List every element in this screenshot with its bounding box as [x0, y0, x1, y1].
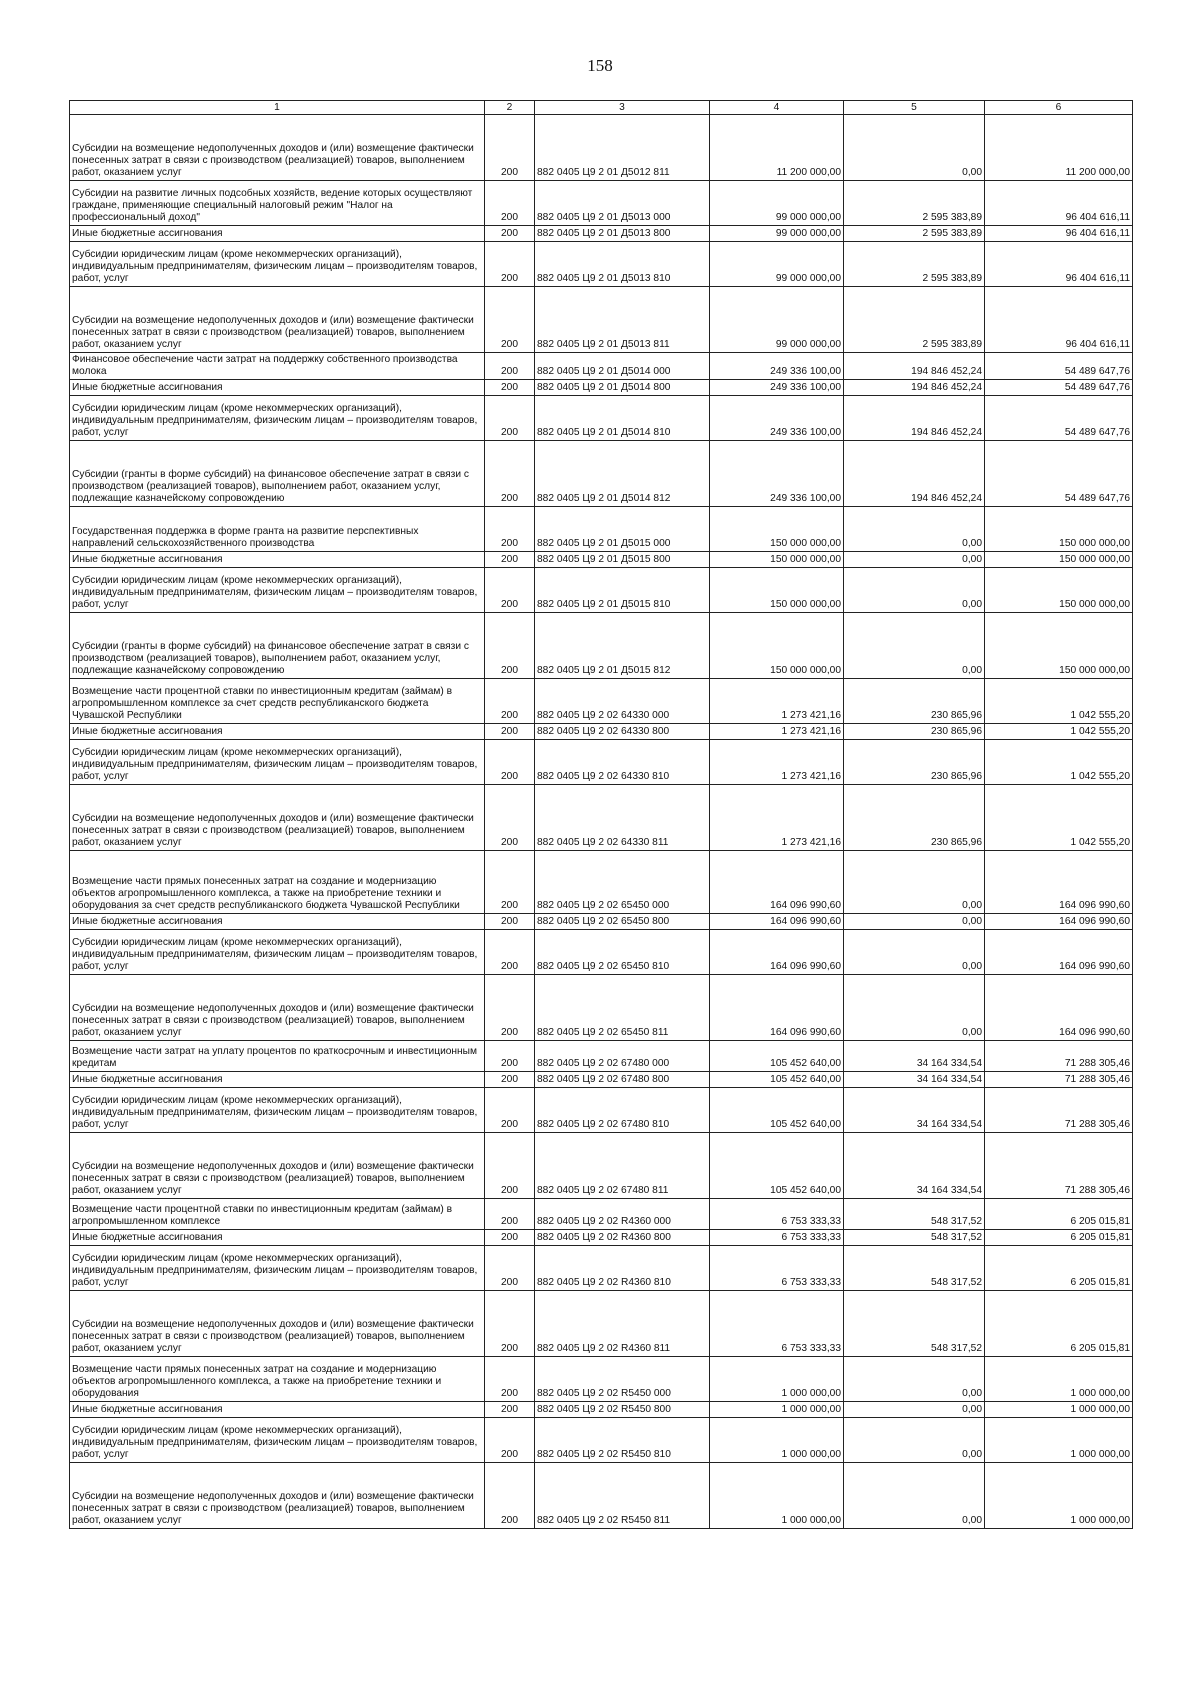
- column-header-2: 2: [485, 101, 535, 115]
- header-row: [70, 101, 1133, 115]
- row-column-2: 200: [485, 115, 535, 181]
- row-name: Иные бюджетные ассигнования: [70, 1229, 485, 1245]
- row-column-2: 200: [485, 1245, 535, 1290]
- row-value-6: 1 042 555,20: [985, 723, 1133, 739]
- row-value-4: 164 096 990,60: [710, 974, 844, 1040]
- row-column-2: 200: [485, 1356, 535, 1401]
- page-number: 158: [587, 56, 613, 75]
- row-value-5: 2 595 383,89: [844, 181, 985, 226]
- row-name: Иные бюджетные ассигнования: [70, 551, 485, 567]
- row-column-2: 200: [485, 379, 535, 395]
- row-value-6: 6 205 015,81: [985, 1229, 1133, 1245]
- row-budget-code: 882 0405 Ц9 2 01 Д5015 810: [535, 567, 710, 612]
- row-value-4: 99 000 000,00: [710, 181, 844, 226]
- row-value-4: 99 000 000,00: [710, 226, 844, 242]
- table-row: [70, 1087, 1133, 1132]
- row-value-6: 150 000 000,00: [985, 567, 1133, 612]
- row-budget-code: 882 0405 Ц9 2 02 R4360 810: [535, 1245, 710, 1290]
- row-value-6: 150 000 000,00: [985, 612, 1133, 678]
- row-value-4: 105 452 640,00: [710, 1087, 844, 1132]
- row-value-6: 6 205 015,81: [985, 1290, 1133, 1356]
- row-budget-code: 882 0405 Ц9 2 02 67480 810: [535, 1087, 710, 1132]
- row-name: Субсидии на возмещение недополученных доходов и (или) возмещение фактически понесенных затрат в связи с производством (реализацией) товаров, выполнением работ, оказанием услуг: [70, 974, 485, 1040]
- row-value-5: 0,00: [844, 1417, 985, 1462]
- row-value-5: 0,00: [844, 1356, 985, 1401]
- row-budget-code: 882 0405 Ц9 2 01 Д5015 812: [535, 612, 710, 678]
- row-name: Субсидии на возмещение недополученных доходов и (или) возмещение фактически понесенных затрат в связи с производством (реализацией) товаров, выполнением работ, оказанием услуг: [70, 1462, 485, 1528]
- row-column-2: 200: [485, 1462, 535, 1528]
- row-column-2: 200: [485, 1229, 535, 1245]
- row-budget-code: 882 0405 Ц9 2 02 R5450 810: [535, 1417, 710, 1462]
- row-budget-code: 882 0405 Ц9 2 02 65450 800: [535, 913, 710, 929]
- row-value-6: 54 489 647,76: [985, 440, 1133, 506]
- row-name: Субсидии на возмещение недополученных доходов и (или) возмещение фактически понесенных затрат в связи с производством (реализацией) товаров, выполнением работ, оказанием услуг: [70, 115, 485, 181]
- row-budget-code: 882 0405 Ц9 2 02 R5450 800: [535, 1401, 710, 1417]
- row-value-5: 194 846 452,24: [844, 379, 985, 395]
- row-name: Субсидии на возмещение недополученных доходов и (или) возмещение фактически понесенных затрат в связи с производством (реализацией) товаров, выполнением работ, оказанием услуг: [70, 1132, 485, 1198]
- column-header-4: 4: [710, 101, 844, 115]
- row-value-5: 0,00: [844, 551, 985, 567]
- row-value-5: 0,00: [844, 1401, 985, 1417]
- row-value-6: 1 000 000,00: [985, 1462, 1133, 1528]
- row-name: Субсидии юридическим лицам (кроме некоммерческих организаций), индивидуальным предпринимателям, физическим лицам – производителям товаров, работ, услуг: [70, 739, 485, 784]
- row-value-5: 0,00: [844, 506, 985, 551]
- table-row: [70, 567, 1133, 612]
- table-row: [70, 850, 1133, 913]
- row-value-6: 71 288 305,46: [985, 1132, 1133, 1198]
- row-value-6: 1 000 000,00: [985, 1417, 1133, 1462]
- column-header-6: 6: [985, 101, 1133, 115]
- row-value-5: 2 595 383,89: [844, 226, 985, 242]
- row-budget-code: 882 0405 Ц9 2 01 Д5014 000: [535, 353, 710, 380]
- row-value-5: 34 164 334,54: [844, 1087, 985, 1132]
- row-value-4: 249 336 100,00: [710, 353, 844, 380]
- table-row: [70, 1290, 1133, 1356]
- row-column-2: 200: [485, 1417, 535, 1462]
- column-header-3: 3: [535, 101, 710, 115]
- row-name: Возмещение части процентной ставки по инвестиционным кредитам (займам) в агропромышленном комплексе: [70, 1198, 485, 1229]
- row-value-6: 96 404 616,11: [985, 181, 1133, 226]
- row-value-6: 6 205 015,81: [985, 1198, 1133, 1229]
- table-row: [70, 913, 1133, 929]
- row-value-6: 71 288 305,46: [985, 1087, 1133, 1132]
- row-value-6: 96 404 616,11: [985, 242, 1133, 287]
- row-value-4: 1 273 421,16: [710, 739, 844, 784]
- row-name: Возмещение части процентной ставки по инвестиционным кредитам (займам) в агропромышленном комплексе за счет средств республиканского бюджета Чувашской Республики: [70, 678, 485, 723]
- row-column-2: 200: [485, 784, 535, 850]
- row-value-6: 1 000 000,00: [985, 1401, 1133, 1417]
- row-value-4: 150 000 000,00: [710, 551, 844, 567]
- row-value-6: 150 000 000,00: [985, 551, 1133, 567]
- row-budget-code: 882 0405 Ц9 2 02 67480 811: [535, 1132, 710, 1198]
- row-value-5: 548 317,52: [844, 1290, 985, 1356]
- row-value-5: 0,00: [844, 115, 985, 181]
- table-row: [70, 1356, 1133, 1401]
- row-value-5: 548 317,52: [844, 1198, 985, 1229]
- row-budget-code: 882 0405 Ц9 2 02 R5450 811: [535, 1462, 710, 1528]
- row-value-6: 96 404 616,11: [985, 226, 1133, 242]
- row-value-5: 548 317,52: [844, 1229, 985, 1245]
- budget-table: [69, 100, 1133, 1529]
- table-row: [70, 723, 1133, 739]
- table-row: [70, 1245, 1133, 1290]
- row-column-2: 200: [485, 353, 535, 380]
- row-budget-code: 882 0405 Ц9 2 02 64330 000: [535, 678, 710, 723]
- row-budget-code: 882 0405 Ц9 2 02 65450 000: [535, 850, 710, 913]
- table-row: [70, 678, 1133, 723]
- table-row: [70, 1401, 1133, 1417]
- row-budget-code: 882 0405 Ц9 2 02 65450 811: [535, 974, 710, 1040]
- row-name: Финансовое обеспечение части затрат на поддержку собственного производства молока: [70, 353, 485, 380]
- row-name: Субсидии (гранты в форме субсидий) на финансовое обеспечение затрат в связи с производством (реализацией товаров), выполнением работ, оказанием услуг, подлежащие казначейскому сопровождению: [70, 440, 485, 506]
- row-value-4: 105 452 640,00: [710, 1132, 844, 1198]
- row-name: Иные бюджетные ассигнования: [70, 1071, 485, 1087]
- table-row: [70, 1198, 1133, 1229]
- row-value-6: 1 042 555,20: [985, 739, 1133, 784]
- row-name: Субсидии юридическим лицам (кроме некоммерческих организаций), индивидуальным предпринимателям, физическим лицам – производителям товаров, работ, услуг: [70, 1087, 485, 1132]
- row-value-5: 194 846 452,24: [844, 353, 985, 380]
- row-value-6: 11 200 000,00: [985, 115, 1133, 181]
- table-row: [70, 506, 1133, 551]
- row-column-2: 200: [485, 1087, 535, 1132]
- row-value-6: 54 489 647,76: [985, 353, 1133, 380]
- row-value-5: 230 865,96: [844, 739, 985, 784]
- table-row: [70, 379, 1133, 395]
- row-column-2: 200: [485, 1040, 535, 1071]
- row-column-2: 200: [485, 287, 535, 353]
- row-value-5: 194 846 452,24: [844, 395, 985, 440]
- row-name: Субсидии юридическим лицам (кроме некоммерческих организаций), индивидуальным предпринимателям, физическим лицам – производителям товаров, работ, услуг: [70, 395, 485, 440]
- row-name: Возмещение части прямых понесенных затрат на создание и модернизацию объектов агропромышленного комплекса, а также на приобретение техники и оборудования: [70, 1356, 485, 1401]
- row-budget-code: 882 0405 Ц9 2 01 Д5012 811: [535, 115, 710, 181]
- table-row: [70, 287, 1133, 353]
- row-name: Иные бюджетные ассигнования: [70, 226, 485, 242]
- row-name: Государственная поддержка в форме гранта на развитие перспективных направлений сельскохозяйственного производства: [70, 506, 485, 551]
- row-value-5: 0,00: [844, 850, 985, 913]
- row-value-4: 1 000 000,00: [710, 1401, 844, 1417]
- row-budget-code: 882 0405 Ц9 2 02 R4360 000: [535, 1198, 710, 1229]
- row-budget-code: 882 0405 Ц9 2 01 Д5013 000: [535, 181, 710, 226]
- row-budget-code: 882 0405 Ц9 2 01 Д5014 812: [535, 440, 710, 506]
- row-column-2: 200: [485, 506, 535, 551]
- row-column-2: 200: [485, 551, 535, 567]
- row-value-4: 1 000 000,00: [710, 1356, 844, 1401]
- row-value-5: 0,00: [844, 1462, 985, 1528]
- row-budget-code: 882 0405 Ц9 2 02 64330 811: [535, 784, 710, 850]
- table-row: [70, 115, 1133, 181]
- row-value-4: 11 200 000,00: [710, 115, 844, 181]
- row-value-4: 105 452 640,00: [710, 1040, 844, 1071]
- row-column-2: 200: [485, 1290, 535, 1356]
- row-value-6: 71 288 305,46: [985, 1040, 1133, 1071]
- row-value-4: 6 753 333,33: [710, 1198, 844, 1229]
- row-column-2: 200: [485, 181, 535, 226]
- table-row: [70, 1229, 1133, 1245]
- row-name: Субсидии на возмещение недополученных доходов и (или) возмещение фактически понесенных затрат в связи с производством (реализацией) товаров, выполнением работ, оказанием услуг: [70, 1290, 485, 1356]
- table-row: [70, 242, 1133, 287]
- table-row: [70, 440, 1133, 506]
- row-value-4: 249 336 100,00: [710, 379, 844, 395]
- row-column-2: 200: [485, 850, 535, 913]
- row-value-5: 0,00: [844, 974, 985, 1040]
- table-row: [70, 226, 1133, 242]
- row-budget-code: 882 0405 Ц9 2 01 Д5014 810: [535, 395, 710, 440]
- row-value-6: 54 489 647,76: [985, 395, 1133, 440]
- row-value-4: 164 096 990,60: [710, 850, 844, 913]
- row-column-2: 200: [485, 1401, 535, 1417]
- row-budget-code: 882 0405 Ц9 2 02 R4360 811: [535, 1290, 710, 1356]
- table-row: [70, 929, 1133, 974]
- row-column-2: 200: [485, 974, 535, 1040]
- row-budget-code: 882 0405 Ц9 2 02 67480 000: [535, 1040, 710, 1071]
- table-row: [70, 784, 1133, 850]
- row-budget-code: 882 0405 Ц9 2 02 65450 810: [535, 929, 710, 974]
- row-name: Иные бюджетные ассигнования: [70, 723, 485, 739]
- row-column-2: 200: [485, 1198, 535, 1229]
- row-budget-code: 882 0405 Ц9 2 02 64330 800: [535, 723, 710, 739]
- row-value-4: 1 273 421,16: [710, 784, 844, 850]
- row-value-4: 1 000 000,00: [710, 1417, 844, 1462]
- row-value-5: 34 164 334,54: [844, 1071, 985, 1087]
- row-value-6: 150 000 000,00: [985, 506, 1133, 551]
- row-value-6: 6 205 015,81: [985, 1245, 1133, 1290]
- table-row: [70, 612, 1133, 678]
- row-value-6: 164 096 990,60: [985, 929, 1133, 974]
- row-budget-code: 882 0405 Ц9 2 01 Д5015 800: [535, 551, 710, 567]
- row-column-2: 200: [485, 395, 535, 440]
- row-value-4: 150 000 000,00: [710, 506, 844, 551]
- row-name: Субсидии юридическим лицам (кроме некоммерческих организаций), индивидуальным предпринимателям, физическим лицам – производителям товаров, работ, услуг: [70, 1417, 485, 1462]
- row-name: Иные бюджетные ассигнования: [70, 1401, 485, 1417]
- table-row: [70, 353, 1133, 380]
- row-value-4: 105 452 640,00: [710, 1071, 844, 1087]
- row-budget-code: 882 0405 Ц9 2 01 Д5014 800: [535, 379, 710, 395]
- row-value-5: 230 865,96: [844, 678, 985, 723]
- row-name: Возмещение части прямых понесенных затрат на создание и модернизацию объектов агропромышленного комплекса, а также на приобретение техники и оборудования за счет средств республиканского бюджета Чувашской Республики: [70, 850, 485, 913]
- row-value-5: 2 595 383,89: [844, 242, 985, 287]
- row-value-4: 249 336 100,00: [710, 395, 844, 440]
- row-value-4: 164 096 990,60: [710, 913, 844, 929]
- row-value-4: 6 753 333,33: [710, 1229, 844, 1245]
- row-value-4: 1 273 421,16: [710, 723, 844, 739]
- table-row: [70, 1462, 1133, 1528]
- row-name: Субсидии юридическим лицам (кроме некоммерческих организаций), индивидуальным предпринимателям, физическим лицам – производителям товаров, работ, услуг: [70, 242, 485, 287]
- column-header-1: 1: [70, 101, 485, 115]
- row-value-6: 71 288 305,46: [985, 1071, 1133, 1087]
- table-row: [70, 1040, 1133, 1071]
- row-column-2: 200: [485, 723, 535, 739]
- row-value-6: 164 096 990,60: [985, 850, 1133, 913]
- row-value-5: 0,00: [844, 929, 985, 974]
- row-value-5: 230 865,96: [844, 784, 985, 850]
- row-value-6: 1 000 000,00: [985, 1356, 1133, 1401]
- row-value-4: 1 273 421,16: [710, 678, 844, 723]
- row-value-5: 194 846 452,24: [844, 440, 985, 506]
- row-value-5: 230 865,96: [844, 723, 985, 739]
- row-column-2: 200: [485, 678, 535, 723]
- row-value-6: 96 404 616,11: [985, 287, 1133, 353]
- row-budget-code: 882 0405 Ц9 2 02 67480 800: [535, 1071, 710, 1087]
- row-value-4: 249 336 100,00: [710, 440, 844, 506]
- row-column-2: 200: [485, 440, 535, 506]
- row-name: Субсидии на развитие личных подсобных хозяйств, ведение которых осуществляют граждане, применяющие специальный налоговый режим "Налог на профессиональный доход": [70, 181, 485, 226]
- row-column-2: 200: [485, 567, 535, 612]
- row-value-4: 1 000 000,00: [710, 1462, 844, 1528]
- row-name: Субсидии (гранты в форме субсидий) на финансовое обеспечение затрат в связи с производством (реализацией товаров), выполнением работ, оказанием услуг, подлежащие казначейскому сопровождению: [70, 612, 485, 678]
- row-value-5: 0,00: [844, 913, 985, 929]
- row-name: Субсидии юридическим лицам (кроме некоммерческих организаций), индивидуальным предпринимателям, физическим лицам – производителям товаров, работ, услуг: [70, 929, 485, 974]
- row-name: Иные бюджетные ассигнования: [70, 913, 485, 929]
- row-name: Субсидии юридическим лицам (кроме некоммерческих организаций), индивидуальным предпринимателям, физическим лицам – производителям товаров, работ, услуг: [70, 1245, 485, 1290]
- row-value-5: 548 317,52: [844, 1245, 985, 1290]
- row-column-2: 200: [485, 1132, 535, 1198]
- row-value-4: 150 000 000,00: [710, 567, 844, 612]
- table-row: [70, 1417, 1133, 1462]
- row-column-2: 200: [485, 226, 535, 242]
- row-value-6: 54 489 647,76: [985, 379, 1133, 395]
- row-budget-code: 882 0405 Ц9 2 01 Д5013 800: [535, 226, 710, 242]
- row-value-5: 2 595 383,89: [844, 287, 985, 353]
- table-row: [70, 181, 1133, 226]
- table-row: [70, 739, 1133, 784]
- row-value-6: 1 042 555,20: [985, 784, 1133, 850]
- row-budget-code: 882 0405 Ц9 2 02 R4360 800: [535, 1229, 710, 1245]
- column-header-5: 5: [844, 101, 985, 115]
- row-value-6: 1 042 555,20: [985, 678, 1133, 723]
- row-budget-code: 882 0405 Ц9 2 02 64330 810: [535, 739, 710, 784]
- row-column-2: 200: [485, 612, 535, 678]
- row-column-2: 200: [485, 929, 535, 974]
- row-column-2: 200: [485, 1071, 535, 1087]
- row-value-4: 6 753 333,33: [710, 1290, 844, 1356]
- row-value-4: 99 000 000,00: [710, 287, 844, 353]
- table-row: [70, 395, 1133, 440]
- row-budget-code: 882 0405 Ц9 2 01 Д5013 810: [535, 242, 710, 287]
- row-name: Субсидии на возмещение недополученных доходов и (или) возмещение фактически понесенных затрат в связи с производством (реализацией) товаров, выполнением работ, оказанием услуг: [70, 784, 485, 850]
- row-value-5: 34 164 334,54: [844, 1132, 985, 1198]
- row-name: Субсидии юридическим лицам (кроме некоммерческих организаций), индивидуальным предпринимателям, физическим лицам – производителям товаров, работ, услуг: [70, 567, 485, 612]
- row-budget-code: 882 0405 Ц9 2 01 Д5015 000: [535, 506, 710, 551]
- row-value-4: 164 096 990,60: [710, 929, 844, 974]
- row-column-2: 200: [485, 242, 535, 287]
- row-value-5: 34 164 334,54: [844, 1040, 985, 1071]
- table-row: [70, 974, 1133, 1040]
- row-value-4: 150 000 000,00: [710, 612, 844, 678]
- row-name: Субсидии на возмещение недополученных доходов и (или) возмещение фактически понесенных затрат в связи с производством (реализацией) товаров, выполнением работ, оказанием услуг: [70, 287, 485, 353]
- row-value-4: 6 753 333,33: [710, 1245, 844, 1290]
- row-value-6: 164 096 990,60: [985, 913, 1133, 929]
- row-value-4: 99 000 000,00: [710, 242, 844, 287]
- row-budget-code: 882 0405 Ц9 2 01 Д5013 811: [535, 287, 710, 353]
- row-name: Иные бюджетные ассигнования: [70, 379, 485, 395]
- row-column-2: 200: [485, 913, 535, 929]
- row-budget-code: 882 0405 Ц9 2 02 R5450 000: [535, 1356, 710, 1401]
- table-row: [70, 551, 1133, 567]
- row-value-5: 0,00: [844, 612, 985, 678]
- row-value-5: 0,00: [844, 567, 985, 612]
- table-row: [70, 1132, 1133, 1198]
- row-name: Возмещение части затрат на уплату процентов по краткосрочным и инвестиционным кредитам: [70, 1040, 485, 1071]
- table-row: [70, 1071, 1133, 1087]
- row-value-6: 164 096 990,60: [985, 974, 1133, 1040]
- row-column-2: 200: [485, 739, 535, 784]
